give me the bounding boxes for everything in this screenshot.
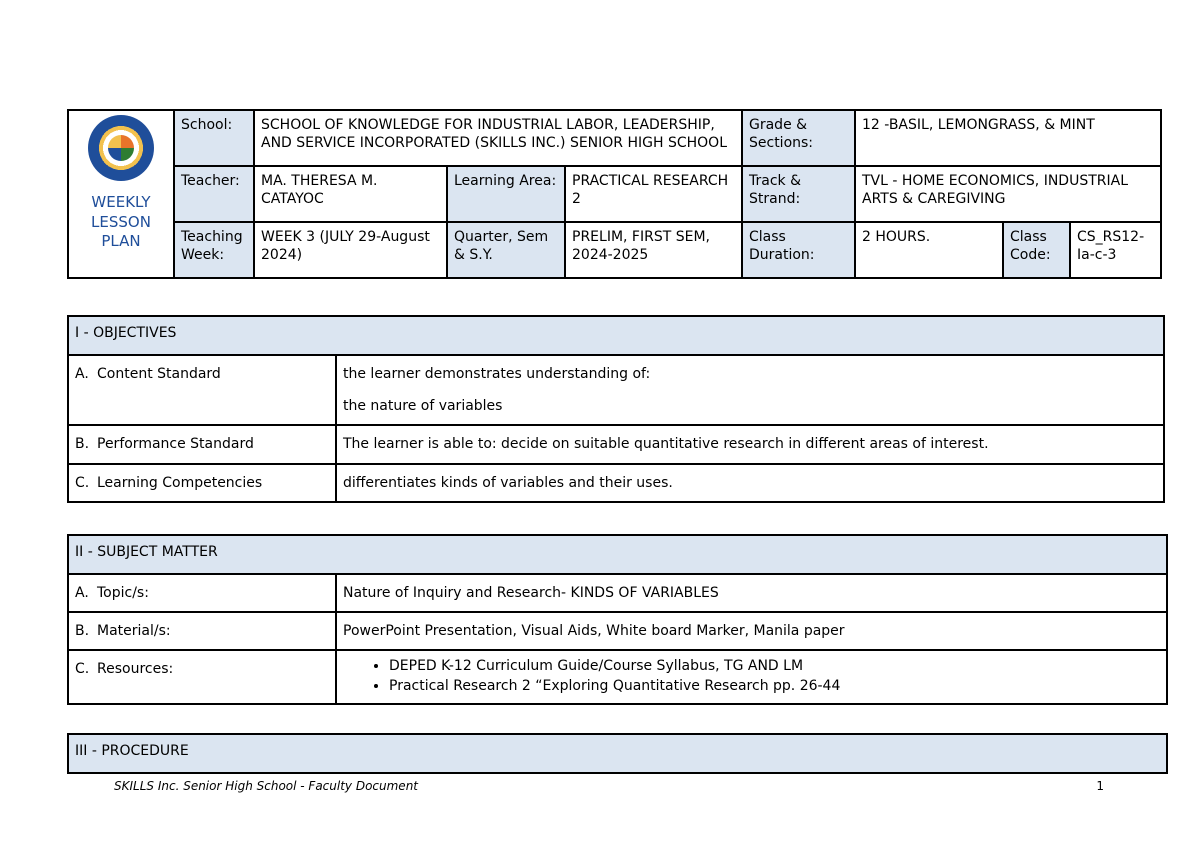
plan-title: WEEKLY LESSON PLAN [91,193,151,250]
teacher-value: MA. THERESA M. CATAYOC [254,166,447,222]
procedure-table [67,733,1168,774]
teaching-week-label: Teaching Week: [174,222,254,278]
learning-competencies-value: differentiates kinds of variables and their uses. [336,464,1164,502]
teaching-week-value: WEEK 3 (JULY 29-August 2024) [254,222,447,278]
list-item: • DEPED K-12 Curriculum Guide/Course Syllabus, TG AND LM [389,657,1160,677]
track-label: Track & Strand: [742,166,855,222]
subject-matter-heading: II - SUBJECT MATTER [68,535,1167,574]
class-code-value: CS_RS12-Ia-c-3 [1070,222,1161,278]
class-code-label: Class Code: [1003,222,1070,278]
quarter-label: Quarter, Sem & S.Y. [447,222,565,278]
school-seal-logo [88,115,154,181]
learning-competencies-label: C. Learning Competencies [68,464,336,502]
header-table [67,109,1162,279]
table-row [68,425,1164,463]
table-row [68,650,1167,703]
materials-label: B. Material/s: [68,612,336,650]
logo-cell [68,110,174,278]
track-value: TVL - HOME ECONOMICS, INDUSTRIAL ARTS & CAREGIVING [855,166,1161,222]
procedure-heading: III - PROCEDURE [68,734,1167,773]
content-standard-value: the learner demonstrates understanding of: the nature of variables [336,355,1164,425]
learning-area-label: Learning Area: [447,166,565,222]
resources-value [336,650,1167,703]
content-standard-label: A. Content Standard [68,355,336,425]
class-duration-label: Class Duration: [742,222,855,278]
materials-value: PowerPoint Presentation, Visual Aids, White board Marker, Manila paper [336,612,1167,650]
resources-label: C. Resources: [68,650,336,703]
table-row [68,464,1164,502]
performance-standard-value: The learner is able to: decide on suitable quantitative research in different areas of interest. [336,425,1164,463]
class-duration-value: 2 HOURS. [855,222,1003,278]
school-label: School: [174,110,254,166]
subject-matter-table [67,534,1168,705]
learning-area-value: PRACTICAL RESEARCH 2 [565,166,742,222]
table-row [68,355,1164,425]
page-number: 1 [1096,779,1104,793]
objectives-heading: I - OBJECTIVES [68,316,1164,355]
page-footer [114,779,1104,793]
grade-label: Grade & Sections: [742,110,855,166]
footer-text: SKILLS Inc. Senior High School - Faculty Document [114,779,419,793]
objectives-table [67,315,1165,503]
teacher-label: Teacher: [174,166,254,222]
topic-value: Nature of Inquiry and Research- KINDS OF VARIABLES [336,574,1167,612]
list-item: • Practical Research 2 “Exploring Quantitative Research pp. 26-44 [389,677,1160,697]
quarter-value: PRELIM, FIRST SEM, 2024-2025 [565,222,742,278]
table-row [68,612,1167,650]
school-value: SCHOOL OF KNOWLEDGE FOR INDUSTRIAL LABOR, LEADERSHIP, AND SERVICE INCORPORATED (SKILLS INC.) SENIOR HIGH SCHOOL [254,110,742,166]
performance-standard-label: B. Performance Standard [68,425,336,463]
resources-list [343,657,1160,696]
grade-value: 12 -BASIL, LEMONGRASS, & MINT [855,110,1161,166]
table-row [68,574,1167,612]
topic-label: A. Topic/s: [68,574,336,612]
